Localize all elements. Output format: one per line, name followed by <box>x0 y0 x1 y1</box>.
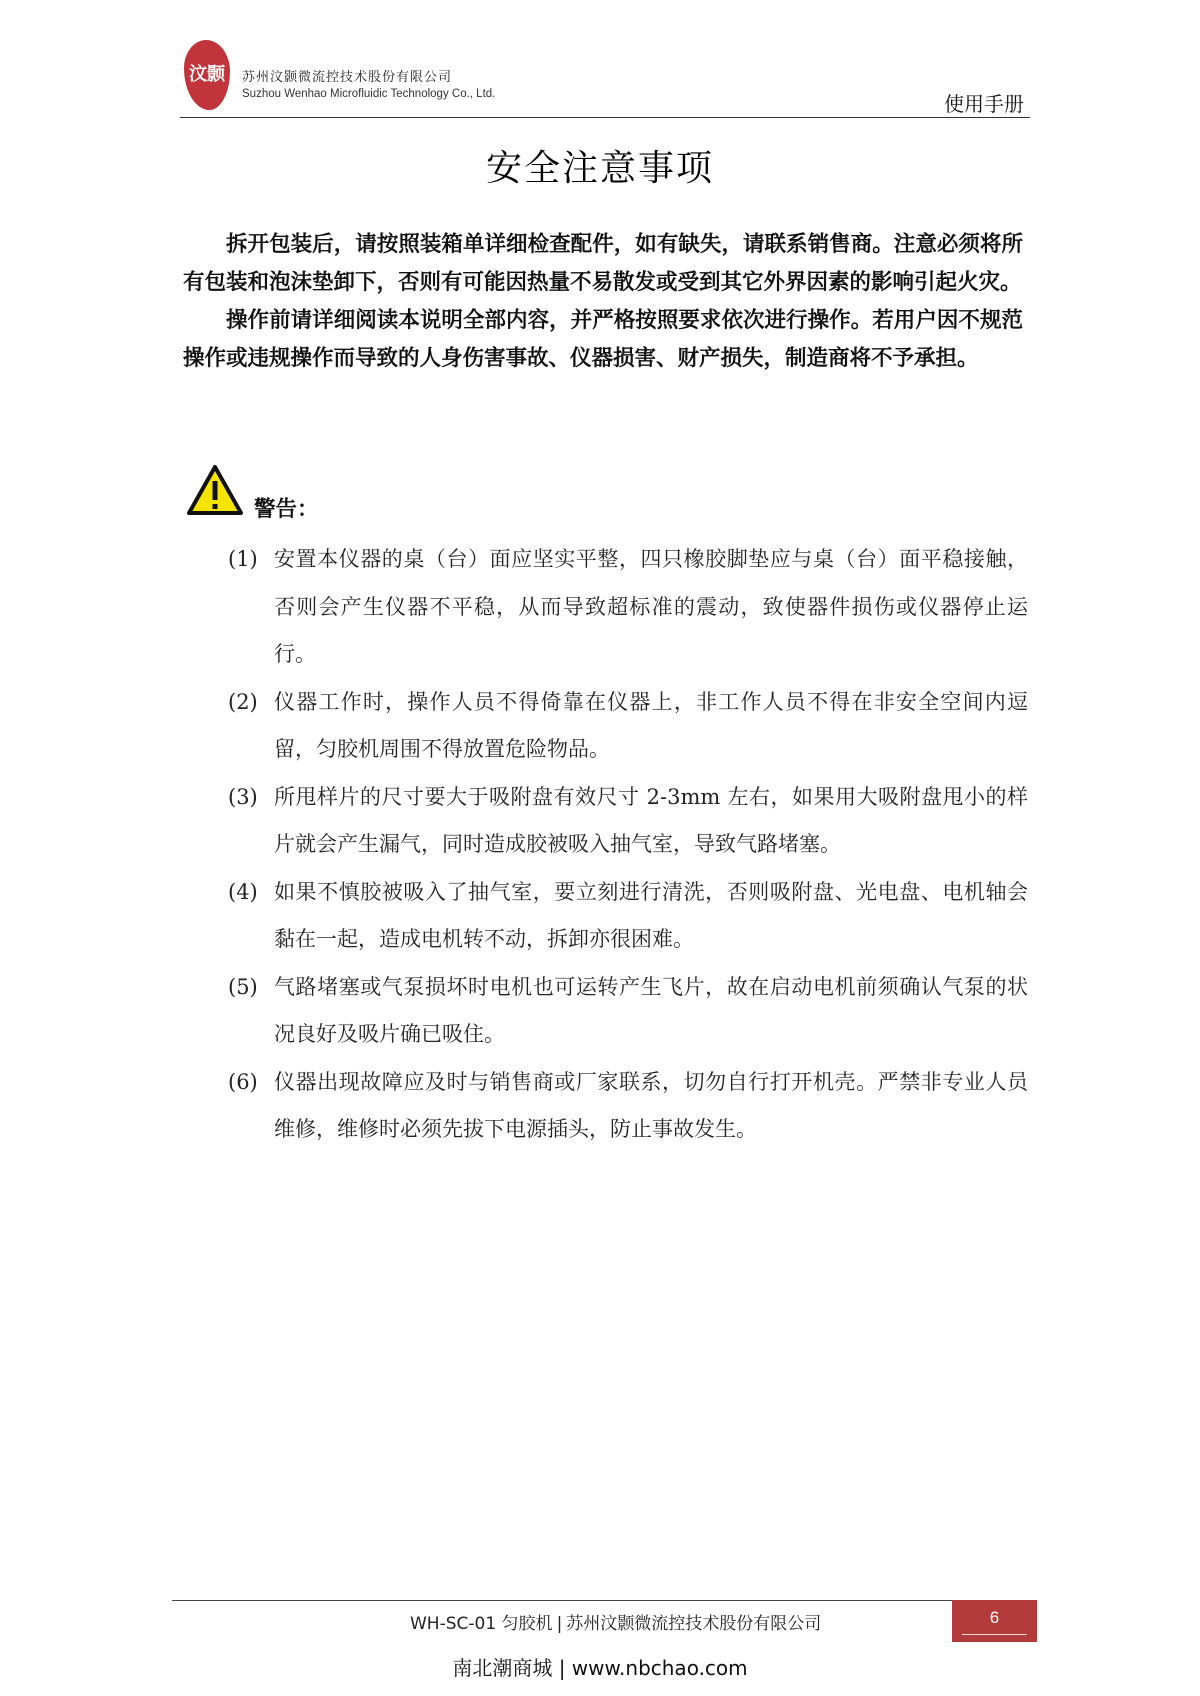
page-footer <box>410 1609 821 1634</box>
list-item <box>228 679 1028 774</box>
item-text: 所甩样片的尺寸要大于吸附盘有效尺寸 2-3mm 左右，如果用大吸附盘甩小的样片就会产生漏气，同时造成胶被吸入抽气室，导致气路堵塞。 <box>274 784 1028 856</box>
item-text: 仪器工作时，操作人员不得倚靠在仪器上，非工作人员不得在非安全空间内逗留，匀胶机周围不得放置危险物品。 <box>274 689 1028 761</box>
page-number-box <box>952 1600 1037 1642</box>
page-number: 6 <box>989 1608 1000 1627</box>
document-type: 使用手册 <box>944 92 1024 116</box>
company-name-en: Suzhou Wenhao Microfluidic Technology Co., Ltd. <box>242 88 496 100</box>
company-name-cn: 苏州汶颢微流控技术股份有限公司 <box>242 70 453 85</box>
list-item <box>228 536 1028 679</box>
page-header <box>180 40 1030 118</box>
intro-paragraph: 拆开包装后，请按照装箱单详细检查配件，如有缺失，请联系销售商。注意必须将所有包装和泡沫垫卸下，否则有可能因热量不易散发或受到其它外界因素的影响引起火灾。 <box>183 232 1023 295</box>
footer-separator: | <box>556 1614 563 1634</box>
item-number: (2) <box>228 689 258 714</box>
item-number: (5) <box>228 974 258 999</box>
item-number: (1) <box>228 547 258 571</box>
footer-divider <box>172 1600 952 1601</box>
warning-label: 警告： <box>254 497 319 522</box>
item-number: (6) <box>228 1069 258 1094</box>
item-number: (3) <box>228 784 258 809</box>
item-number: (4) <box>228 879 258 904</box>
item-text: 气路堵塞或气泵损坏时电机也可运转产生飞片，故在启动电机前须确认气泵的状况良好及吸片确已吸住。 <box>274 974 1028 1046</box>
item-text: 如果不慎胶被吸入了抽气室，要立刻进行清洗，否则吸附盘、光电盘、电机轴会黏在一起，造成电机转不动，拆卸亦很困难。 <box>274 879 1028 951</box>
footer-model: WH-SC-01 匀胶机 <box>410 1614 553 1634</box>
page-title: 安全注意事项 <box>485 148 714 189</box>
item-text: 仪器出现故障应及时与销售商或厂家联系，切勿自行打开机壳。严禁非专业人员维修，维修时必须先拔下电源插头，防止事故发生。 <box>274 1069 1028 1141</box>
intro-section <box>183 226 1023 378</box>
list-item <box>228 774 1028 869</box>
footer-company: 苏州汶颢微流控技术股份有限公司 <box>566 1614 822 1634</box>
header-divider <box>180 117 1030 118</box>
item-text: 安置本仪器的桌（台）面应坚实平整，四只橡胶脚垫应与桌（台）面平稳接触，否则会产生仪器不平稳，从而导致超标准的震动，致使器件损伤或仪器停止运行。 <box>274 547 1028 666</box>
list-item <box>228 869 1028 964</box>
warning-triangle-icon <box>186 464 244 516</box>
page-number-underline <box>962 1634 1027 1635</box>
intro-paragraph: 操作前请详细阅读本说明全部内容，并严格按照要求依次进行操作。若用户因不规范操作或违规操作而导致的人身伤害事故、仪器损害、财产损失，制造商将不予承担。 <box>183 308 1023 371</box>
company-logo <box>184 40 230 110</box>
site-watermark[interactable]: 南北潮商城 | www.nbchao.com <box>452 1656 748 1680</box>
warning-list <box>228 536 1028 1154</box>
list-item <box>228 964 1028 1059</box>
logo-text: 汶颢 <box>189 64 225 85</box>
list-item <box>228 1059 1028 1154</box>
